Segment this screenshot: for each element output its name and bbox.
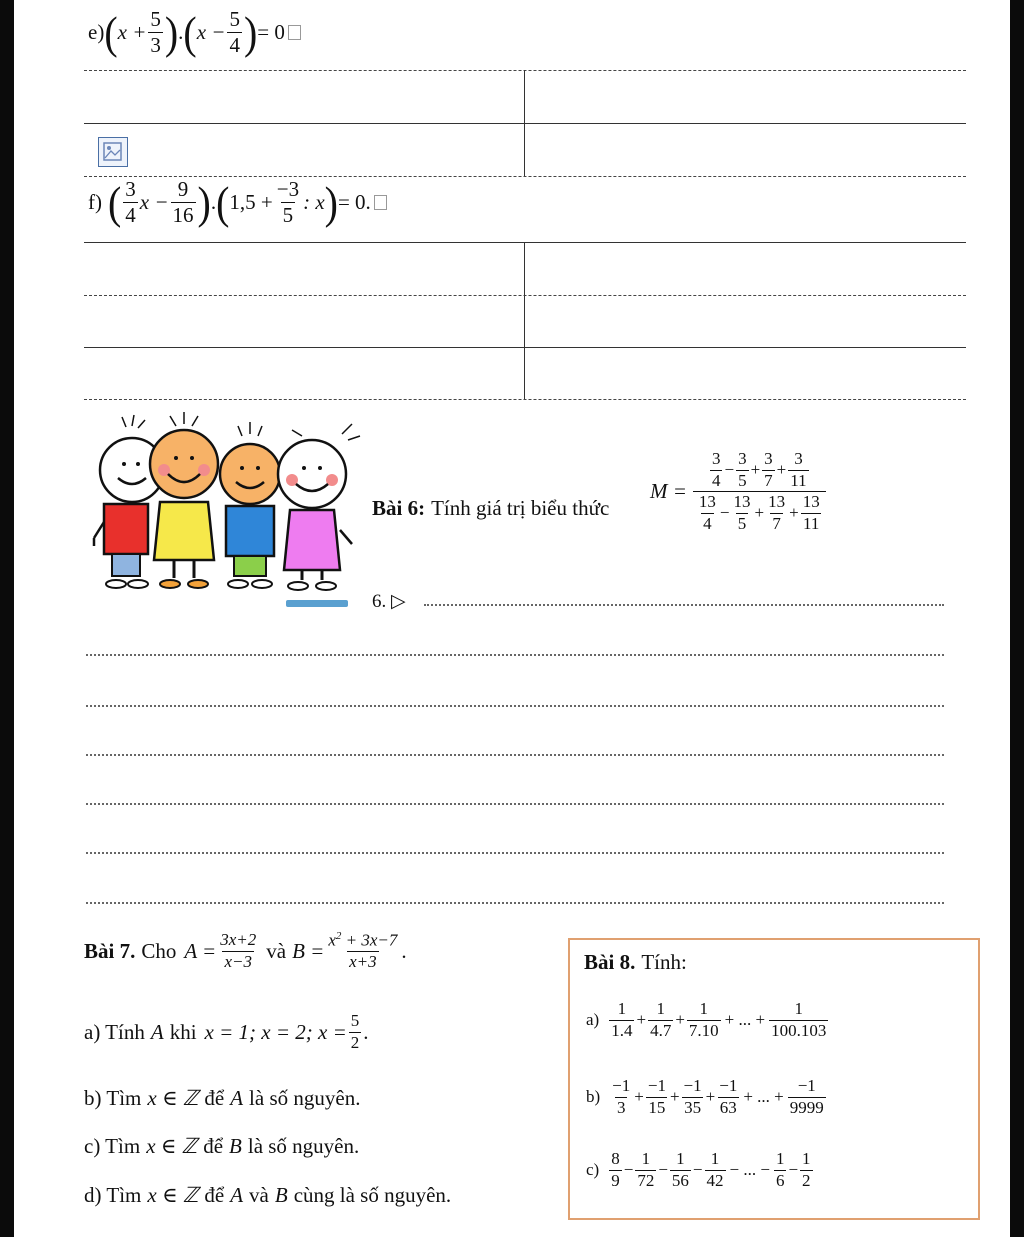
e-frac2-num: 5 <box>229 7 240 31</box>
paren-close: ) <box>324 176 338 228</box>
B-num <box>326 930 399 951</box>
d-A: A <box>230 1183 244 1207</box>
c1d: 9 <box>611 1170 620 1190</box>
dotted-line <box>424 604 944 606</box>
c-frac <box>670 1150 691 1190</box>
a3n: 1 <box>699 999 709 1018</box>
n-frac <box>788 450 808 490</box>
bai6-numerator: $\frac{3}{4}$ − $\frac{3}{5}$ + $\frac{3}{7}$ + $\frac{3}{11}$ <box>711 449 807 490</box>
b3d: 35 <box>684 1097 702 1117</box>
n-frac <box>762 450 775 490</box>
f-frac3-num: −3 <box>276 177 300 201</box>
bai7-b <box>84 1086 360 1111</box>
bai6-denominator: $\frac{13}{4}$ − $\frac{13}{5}$ + $\frac{13}{7}$ + $\frac{13}{11}$ <box>693 491 826 533</box>
period: . <box>363 1019 369 1044</box>
bai7-A: A = <box>184 938 217 963</box>
b1d: 3 <box>616 1097 626 1117</box>
e-term1: x + <box>117 20 147 45</box>
b4n: −1 <box>719 1076 738 1095</box>
a-vals: x = 1; x = 2; x = <box>204 1019 347 1044</box>
a-khi: khi <box>169 1019 197 1044</box>
c2d: 72 <box>637 1170 655 1190</box>
f-frac2-num: 9 <box>177 177 189 201</box>
bai7-A-frac <box>218 931 258 971</box>
dot: . <box>210 190 217 215</box>
a-ellipsis: + ... + <box>724 1010 766 1030</box>
n5: 13 <box>698 492 716 512</box>
c-end: là số nguyên. <box>247 1134 360 1158</box>
bai8-b: b) $\frac{-1}{3}$ + $\frac{-1}{15}$ + $\frac{-1}{35}$ + $\frac{-1}{63}$ + ... + $\frac{-1}{9999}$ <box>586 1076 824 1117</box>
d6: 5 <box>737 514 747 534</box>
a-frac <box>648 1000 673 1040</box>
bai7-B: B = <box>292 938 325 963</box>
rule-line <box>84 242 966 243</box>
f-term: x − <box>139 190 169 215</box>
d-rest: để <box>204 1183 225 1207</box>
a3d: 7.10 <box>688 1020 719 1040</box>
cartoon-kids-illustration <box>86 412 366 612</box>
A-num: 3x+2 <box>220 929 257 949</box>
bai7-a <box>84 1012 369 1052</box>
n-frac <box>710 450 723 490</box>
B-den: x+3 <box>349 952 377 972</box>
f-rhs: = 0. <box>337 190 371 215</box>
column-divider <box>524 242 525 399</box>
bai7-title: Bài 7. <box>84 938 136 963</box>
d-end: cùng là số nguyên. <box>293 1183 452 1207</box>
B-num-a: x <box>328 930 336 950</box>
bai7-statement <box>84 930 407 972</box>
dotted-line <box>86 754 944 756</box>
b1n: −1 <box>612 1076 631 1095</box>
b2n: −1 <box>647 1076 666 1095</box>
bai6-answer-label <box>372 590 406 613</box>
a1d: 1.4 <box>611 1020 633 1040</box>
c-frac <box>635 1150 656 1190</box>
bai6-M-expression <box>650 450 828 534</box>
b-set: x ∈ ℤ <box>147 1086 199 1110</box>
B-num-b: + 3x−7 <box>341 930 398 950</box>
e-term2: x − <box>196 20 226 45</box>
d1: 4 <box>711 470 721 490</box>
bai7-d <box>84 1183 451 1208</box>
c4d: 42 <box>706 1170 724 1190</box>
e-frac2-den: 4 <box>229 33 240 58</box>
d2: 5 <box>738 470 747 490</box>
bai6-M: M = <box>650 479 687 504</box>
column-divider <box>524 70 525 176</box>
b4d: 63 <box>719 1097 737 1117</box>
b-frac <box>717 1077 739 1117</box>
paren-close: ) <box>197 176 211 228</box>
f-frac3-den: 5 <box>282 203 294 228</box>
c-ellipsis: − ... − <box>729 1160 770 1180</box>
rule-line <box>84 347 966 348</box>
d-va: và <box>249 1183 269 1207</box>
e-frac1-den: 3 <box>150 33 161 58</box>
c2n: 1 <box>641 1149 651 1168</box>
a-frac-num: 5 <box>350 1011 360 1030</box>
e-frac1 <box>148 8 163 57</box>
a-frac-den: 2 <box>350 1032 360 1052</box>
n1: 3 <box>711 449 721 468</box>
c-frac <box>800 1150 813 1190</box>
d-text: d) Tìm <box>84 1183 142 1207</box>
b-frac <box>646 1077 668 1117</box>
d3: 7 <box>764 470 773 490</box>
period: . <box>401 938 407 963</box>
bai8-text: Tính: <box>641 950 687 974</box>
e-rhs: = 0 <box>257 20 285 45</box>
bai6-statement <box>372 496 609 521</box>
c-B: B <box>229 1134 242 1158</box>
bai8-title: Bài 8. <box>584 950 636 974</box>
c6d: 2 <box>802 1170 811 1190</box>
c3n: 1 <box>676 1149 685 1168</box>
c3d: 56 <box>671 1170 689 1190</box>
paren-open: ( <box>104 6 118 58</box>
a-frac <box>687 1000 721 1040</box>
dotted-line <box>86 654 944 656</box>
bai6-title: Bài 6: <box>372 496 426 520</box>
n2: 3 <box>738 449 747 468</box>
f-frac2 <box>171 178 196 227</box>
c-frac <box>774 1150 787 1190</box>
n6: 13 <box>733 492 751 512</box>
bai8-b-label: b) <box>586 1087 601 1107</box>
paren-close: ) <box>164 6 179 58</box>
right-edge <box>1010 0 1024 1237</box>
c6n: 1 <box>802 1149 811 1168</box>
paren-open: ( <box>108 176 122 228</box>
dotted-line <box>86 705 944 707</box>
f-term2: 1,5 + <box>229 190 273 215</box>
paren-open: ( <box>216 176 230 228</box>
dotted-line <box>86 902 944 904</box>
answer-label: 6. ▷ <box>372 591 406 612</box>
c-rest: để <box>203 1134 224 1158</box>
f-frac1-num: 3 <box>125 177 136 201</box>
b-frac <box>788 1077 826 1117</box>
dot: . <box>178 20 184 45</box>
a-frac <box>769 1000 828 1040</box>
b-rest: để <box>204 1086 225 1110</box>
e-frac2 <box>227 8 242 57</box>
c-set: x ∈ ℤ <box>146 1134 198 1158</box>
n7: 13 <box>768 492 786 512</box>
b5n: −1 <box>797 1076 816 1095</box>
b3n: −1 <box>683 1076 702 1095</box>
d-frac <box>801 493 822 533</box>
f-frac3 <box>275 178 301 227</box>
b2d: 15 <box>648 1097 666 1117</box>
d-B: B <box>274 1183 288 1207</box>
paren-open: ( <box>183 6 197 58</box>
bai8-a: a) $\frac{1}{1.4}$ + $\frac{1}{4.7}$ + $\frac{1}{7.10}$ + ... + $\frac{1}{100.103}$ <box>586 999 827 1040</box>
c5d: 6 <box>775 1170 785 1190</box>
item-e-label: e) <box>88 20 105 45</box>
bai7-c <box>84 1134 359 1159</box>
f-frac2-den: 16 <box>172 203 194 228</box>
bai6-big-frac <box>693 450 826 534</box>
paren-close: ) <box>243 6 258 58</box>
a-frac <box>349 1012 362 1052</box>
rule-line <box>84 70 966 71</box>
e-frac1-num: 5 <box>150 7 161 31</box>
a-A: A <box>150 1019 164 1044</box>
b5d: 9999 <box>789 1097 824 1117</box>
item-f <box>88 178 387 227</box>
d4: 11 <box>790 470 807 490</box>
bai8-c: c) $\frac{8}{9}$ − $\frac{1}{72}$ − $\frac{1}{56}$ − $\frac{1}{42}$ − ... − $\frac{1}{6}$ − $\frac{1}{2}$ <box>586 1149 811 1190</box>
placeholder-box-icon <box>288 25 301 40</box>
a2n: 1 <box>656 999 665 1018</box>
d5: 4 <box>703 514 712 534</box>
placeholder-box-icon <box>374 195 387 210</box>
f-frac1 <box>123 178 138 227</box>
b-end: là số nguyên. <box>249 1086 361 1110</box>
d-frac <box>766 493 787 533</box>
d7: 7 <box>772 514 781 534</box>
dotted-line <box>86 803 944 805</box>
A-den: x−3 <box>224 951 253 971</box>
bai7-va: và <box>266 938 287 963</box>
dotted-line <box>86 852 944 854</box>
n4: 3 <box>794 449 803 468</box>
a-frac <box>609 1000 634 1040</box>
rule-line <box>84 295 966 296</box>
a4n: 1 <box>794 999 803 1018</box>
d-set: x ∈ ℤ <box>147 1183 199 1207</box>
b-text: b) Tìm <box>84 1086 142 1110</box>
b-A: A <box>230 1086 244 1110</box>
a-text: a) Tính <box>84 1019 145 1044</box>
n-frac <box>736 450 749 490</box>
c4n: 1 <box>710 1149 720 1168</box>
c-frac <box>609 1150 622 1190</box>
c-text: c) Tìm <box>84 1134 141 1158</box>
B-num-sup: 2 <box>335 930 342 942</box>
d8: 11 <box>803 514 820 534</box>
rule-line <box>84 399 966 400</box>
bai8-c-label: c) <box>586 1160 600 1180</box>
item-e <box>88 8 301 57</box>
b-ellipsis: + ... + <box>743 1087 784 1107</box>
image-placeholder-icon <box>98 137 128 167</box>
left-edge <box>0 0 14 1237</box>
n8: 13 <box>802 492 820 512</box>
b-frac <box>610 1077 632 1117</box>
a2d: 4.7 <box>650 1020 672 1040</box>
c-frac <box>705 1150 726 1190</box>
bai7-cho: Cho <box>141 938 177 963</box>
c5n: 1 <box>775 1149 785 1168</box>
bai6-text: Tính giá trị biểu thức <box>431 496 610 520</box>
a1n: 1 <box>617 999 627 1018</box>
c1n: 8 <box>611 1149 620 1168</box>
rule-line <box>84 123 966 124</box>
d-frac <box>732 493 753 533</box>
b-frac <box>682 1077 704 1117</box>
f-frac1-den: 4 <box>125 203 136 228</box>
bai8-statement <box>584 950 687 975</box>
bai8-a-label: a) <box>586 1010 600 1030</box>
a4d: 100.103 <box>771 1020 827 1040</box>
n3: 3 <box>764 449 773 468</box>
item-f-label: f) <box>88 190 102 215</box>
d-frac <box>697 493 718 533</box>
f-term3: : x <box>303 190 325 215</box>
bai7-B-frac <box>326 930 399 972</box>
